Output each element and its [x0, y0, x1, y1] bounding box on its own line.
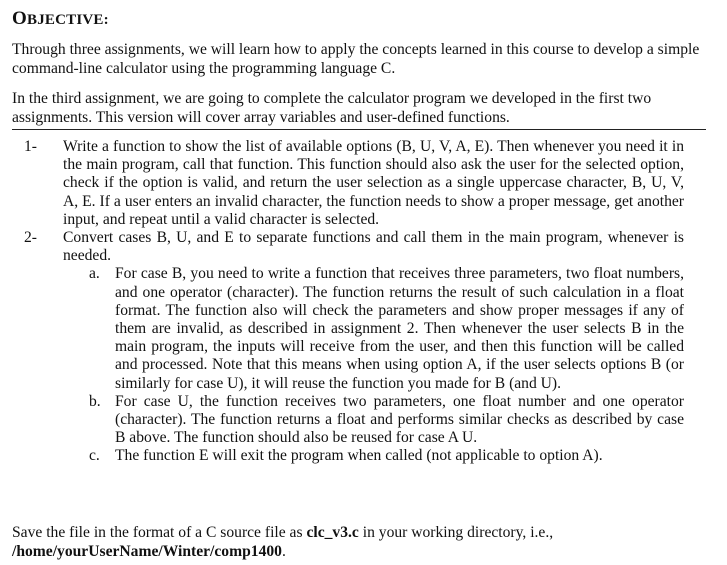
sub-item-letter: b.: [89, 392, 101, 410]
objective-heading: [12, 8, 109, 30]
directory-path: /home/yourUserName/Winter/comp1400: [12, 543, 282, 560]
footer-prefix: Save the file in the format of a C source file as: [12, 524, 307, 541]
item-text: Convert cases B, U, and E to separate functions and call them in the main program, whenever is needed.: [63, 229, 684, 265]
heading-first-letter: O: [12, 8, 27, 29]
sub-list-item: [63, 393, 684, 448]
item-text: Write a function to show the list of available options (B, U, V, A, E). Then whenever you need it in the main program, call that function. This function should also ask the user for the selected option, check if the option is valid, and return the user selection as a single uppercase character, B, U, V, A, E. If a user enters an invalid character, the function needs to show a proper message, get another input, and repeat until a valid character is selected.: [63, 138, 684, 228]
intro-paragraph: Through three assignments, we will learn how to apply the concepts learned in this course to develop a simple command-line calculator using the programming language C.: [12, 41, 700, 77]
sub-item-text: For case U, the function receives two parameters, one float number and one operator (character). The function returns a float and performs similar checks as described by case B above. The function should also be reused for case A U.: [115, 392, 684, 447]
list-item: [24, 229, 684, 265]
save-instructions: [12, 523, 702, 561]
footer-suffix: .: [281, 543, 286, 560]
third-assignment-paragraph: In the third assignment, we are going to complete the calculator program we developed in the first two assignments. This version will cover array variables and user-defined functions.: [12, 89, 706, 130]
item-number: 1-: [24, 138, 37, 155]
sub-item-text: For case B, you need to write a function that receives three parameters, two float numbers, and one operator (character). The function returns the result of such calculation in a float format. The function also will check the parameters and show proper messages if any of them are invalid, as described in assignment 2. Then whenever the user selects B in the main program, the inputs will receive from the user, and then this function will be called and processed. Note that this means when using option A, if the user selects options B (or similarly for case U), it will reuse the function you made for B (and U).: [115, 265, 684, 392]
list-item: [24, 138, 684, 229]
sub-list-item: [63, 447, 684, 465]
filename: clc_v3.c: [306, 524, 359, 541]
sub-item-letter: a.: [89, 265, 100, 283]
footer-middle: in your working directory, i.e.,: [358, 524, 554, 541]
sub-item-text: The function E will exit the program when called (not applicable to option A).: [115, 447, 603, 465]
item-number: 2-: [24, 229, 37, 247]
heading-rest: BJECTIVE:: [26, 12, 109, 28]
requirements-list: [24, 138, 684, 466]
sub-item-letter: c.: [89, 447, 100, 465]
sub-list-item: [63, 265, 684, 392]
